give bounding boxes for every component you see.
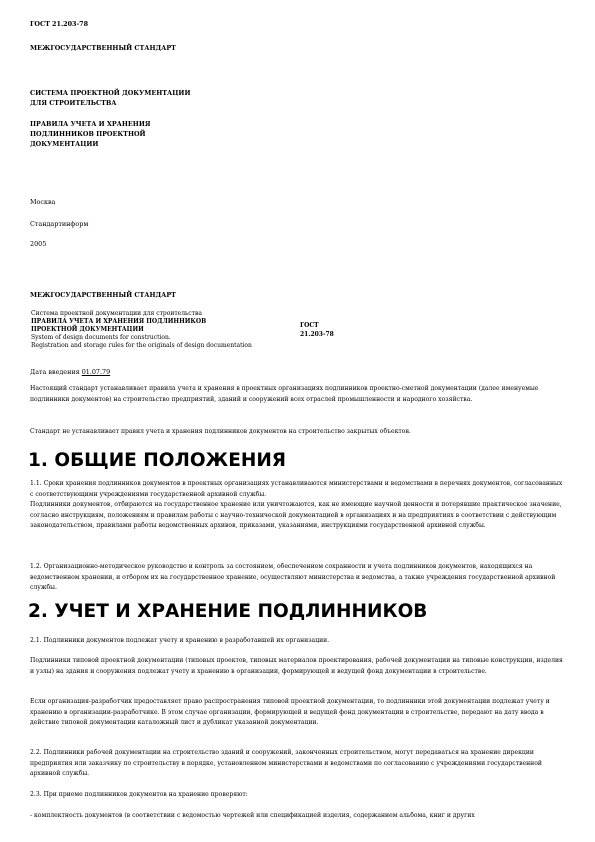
paragraph-intro: Настоящий стандарт устанавливает правила учета и хранения в проектных организациях подлинников проектно-сметной документации (далее именуемые подлинники документов) на строительство предприятий, зданий и сооружений всех отраслей промышленности и народного хозяйства. xyxy=(30,385,539,403)
paragraph-1-1b: Подлинники документов, отбираются на государственное хранение или уничтожаются, как не имеющие научной ценности и потерявшие практическое значение, согласно инструкциям, положениям и правилам работы с научно-технической документацией в организациях и на предприятиях в соответствии с действующим законодательством, правилами работы ведомственных архивов, приказами, указаниями, инструкциями государственной архивной службы. xyxy=(30,501,562,529)
paragraph-2-2: 2.2. Подлинники рабочей документации на строительство зданий и сооружений, законченных строительством, могут передаваться на хранение дирекции предприятия или заказчику по строительству в порядке, установленном министерствами и ведомствами по согласованию с учреждениями государственной архивной службы. xyxy=(30,749,542,777)
title-line-5: Registration and storage rules for the originals of design documentation xyxy=(31,342,252,349)
title-line-4: System of design documents for construction. xyxy=(31,334,171,341)
paragraph-1-1: 1.1. Сроки хранения подлинников документов в проектных организациях устанавливаются министерствами и ведомствами в перечнях документов, согласованных с соответствующими учреждениями государственной архивной службы. xyxy=(30,480,563,498)
title-line-2: ПРАВИЛА УЧЕТА И ХРАНЕНИЯ ПОДЛИННИКОВ xyxy=(31,318,207,325)
cover-rules-line-2: ПОДЛИННИКОВ ПРОЕКТНОЙ xyxy=(30,130,146,138)
gost-code: ГОСТ 21.203-78 xyxy=(30,20,89,28)
paragraph-1-2: 1.2. Организационно-методическое руководство и контроль за состоянием, обеспечением сохранности и учета подлинников документов, находящихся на ведомственном хранении, и отбором их на государственное хранение, осуществляют министерства и ведомства, а также учреждения государственной архивной службы. xyxy=(30,563,556,591)
cover-system-line-2: ДЛЯ СТРОИТЕЛЬСТВА xyxy=(30,99,117,107)
gost-label: ГОСТ xyxy=(300,322,319,329)
paragraph-2-3: 2.3. При приеме подлинников документов на хранение проверяют: xyxy=(30,791,248,798)
section-heading-2: 2. УЧЕТ И ХРАНЕНИЕ ПОДЛИННИКОВ xyxy=(28,601,428,622)
intro-date-label: Дата введения xyxy=(30,368,80,376)
intro-date-value: 01.07.79 xyxy=(81,368,111,376)
cover-rules-line-3: ДОКУМЕНТАЦИИ xyxy=(30,140,99,148)
cover-system-line-1: СИСТЕМА ПРОЕКТНОЙ ДОКУМЕНТАЦИИ xyxy=(30,89,191,97)
title-line-1: Система проектной документации для строительства xyxy=(31,310,202,317)
intro-date-line xyxy=(30,368,110,376)
interstate-label: МЕЖГОСУДАРСТВЕННЫЙ СТАНДАРТ xyxy=(30,44,176,52)
paragraph-2-1: 2.1. Подлинники документов подлежат учету и хранению в разработавшей их организации. xyxy=(30,637,330,644)
gost-number: 21.203-78 xyxy=(300,331,334,338)
cover-city: Москва xyxy=(30,198,56,206)
paragraph-2-1b: Подлинники типовой проектной документации (типовых проектов, типовых материалов проектирования, рабочей документации на типовые конструкции, изделия и узлы) на здания и сооружения подлежат учету и хранению в организации, формирующей и ведущей фонд документации в строительстве. xyxy=(30,657,563,675)
cover-publisher: Стандартинформ xyxy=(30,220,89,228)
section-heading-1: 1. ОБЩИЕ ПОЛОЖЕНИЯ xyxy=(28,450,287,471)
cover-rules-line-1: ПРАВИЛА УЧЕТА И ХРАНЕНИЯ xyxy=(30,120,151,128)
title-line-3: ПРОЕКТНОЙ ДОКУМЕНТАЦИИ xyxy=(31,326,144,333)
paragraph-2-3a: - комплектность документов (в соответствии с ведомостью чертежей или спецификацией изделия, содержанием альбома, книг и других xyxy=(30,812,475,819)
paragraph-2-1c: Если организация-разработчик предоставляет право распространения типовой проектной документации, то подлинники этой документации подлежат учету и хранению в организации-разработчике. В этом случае организации, формирующей и ведущей фонд документации в строительстве, передают на дату ввода в действие типовой документации каталожный лист и дубликат указанной документации. xyxy=(30,698,550,726)
paragraph-scope: Стандарт не устанавливает правил учета и хранения подлинников документов на строительство закрытых объектов. xyxy=(30,428,411,435)
standard-interstate-label: МЕЖГОСУДАРСТВЕННЫЙ СТАНДАРТ xyxy=(30,291,176,299)
cover-year: 2005 xyxy=(30,240,47,248)
